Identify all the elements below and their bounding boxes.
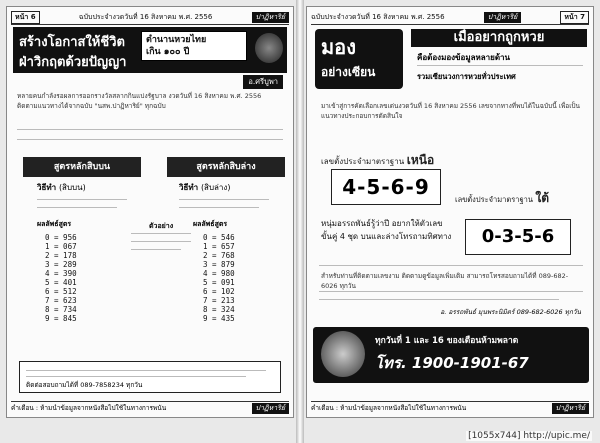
divider [319,299,559,300]
body-note: สำหรับท่านที่ติดตามเลขงาม ติดตามดูข้อมูลเพิ่มเติม สามารถโทรสอบถามได้ที่ 089-682-6026 ทุกวัน [321,272,569,290]
formula-top-header [23,157,141,177]
badge-line-1: ตำนานหวยไทย [146,35,207,45]
intro-text: หลายคนกำลังรอผลการออกรางวัลสลากกินแบ่งรัฐบาล งวดวันที่ 16 สิงหาคม พ.ศ. 2556 ติดตามแนวทางได้จากฉบับ "นสพ.ปาฏิหาริย์" ทุกฉบับ [17,92,262,110]
author-tag: อ.ศรีบูพา [243,75,283,89]
contact-note: ติดต่อสอบถามได้ที่ 089-7858234 ทุกวัน [26,381,143,389]
brand-tag: ปาฏิหาริย์ [252,12,289,23]
divider [417,65,583,66]
ad-band [313,327,589,383]
left-header [11,10,289,25]
contact-box [19,361,281,393]
divider [37,199,127,200]
pair-row: 9 = 435 [203,314,235,323]
intro-text: มาเข้าสู่การคัดเลือกเลขเด่นงวดวันที่ 16 สิงหาคม 2556 เลขจากทางที่พบได้ในฉบับนี้ เพื่อเป็นแนวทางประกอบการตัดสินใจ [321,102,580,120]
result-label-bottom: ผลลัพธ์สูตร [193,220,228,228]
result-label-top: ผลลัพธ์สูตร [37,220,72,228]
pair-row: 3 = 879 [203,260,235,269]
method-label: วิธีทำ [179,183,199,192]
divider [26,370,266,371]
pair-row: 8 = 324 [203,305,235,314]
formula-top-title: สูตรหลักสิบบน [53,162,111,172]
divider [131,249,181,250]
numbers-top-box [331,169,441,205]
label-top-accent: เหนือ [406,153,435,167]
column-logo [315,29,403,89]
label-mid-accent: ใต้ [535,191,550,205]
divider [37,207,117,208]
issue-line: ฉบับประจำงวดวันที่ 16 สิงหาคม พ.ศ. 2556 [78,12,213,21]
footer-warning: คำเตือน : ห้ามนำข้อมูลจากหนังสือไปใช้ในทางการพนัน [11,404,167,412]
divider [17,129,283,130]
pair-row: 4 = 390 [45,269,77,278]
headline: เมื่ออยากถูกหวย [411,29,587,47]
method-top [37,181,86,194]
pair-row: 5 = 401 [45,278,77,287]
badge-line-2: เกิน ๑๐๐ ปี [146,47,190,57]
pair-row: 0 = 956 [45,233,77,242]
author-name: อ. อรรถพันธ์ มุนพระนิมิตร์ [440,308,515,316]
pair-row: 1 = 657 [203,242,235,251]
divider [319,265,583,266]
label-mid-text: เลขตั้งประจำมาตราฐาน [455,195,533,204]
ad-line: ทุกวันที่ 1 และ 16 ของเดือนห้ามพลาด [375,336,519,346]
pair-row: 7 = 623 [45,296,77,305]
temple-emblem-icon [255,33,283,63]
footer-brand: ปาฏิหาริย์ [552,403,589,414]
formula-bottom-title: สูตรหลักสิบล่าง [196,162,256,172]
label-top [321,151,434,170]
subhead-1: คือต้องมองข้อมูลหลายด้าน [417,53,511,62]
brand-tag: ปาฏิหาริย์ [484,12,521,23]
divider [179,199,269,200]
page-number: หน้า 6 [11,11,40,24]
ad-phone: โทร. 1900-1901-67 [375,354,529,372]
pair-row: 2 = 178 [45,251,77,260]
numbers-top: 4-5-6-9 [342,175,430,199]
divider [26,376,246,377]
numbers-bottom: 0-3-5-6 [481,226,555,247]
divider [17,139,283,140]
pairs-left-list [45,233,115,323]
title-band [13,27,287,73]
pair-row: 2 = 768 [203,251,235,260]
logo-line-1: มอง [321,35,356,59]
issue-line: ฉบับประจำงวดวันที่ 16 สิงหาคม พ.ศ. 2556 [311,12,445,21]
book-spine [296,0,304,443]
logo-line-2: อย่างเซียน [321,65,376,79]
left-footer [11,401,289,414]
divider [319,291,583,292]
pair-row: 8 = 734 [45,305,77,314]
right-header [311,10,589,25]
method-bottom-sub: (สิบล่าง) [200,183,231,192]
pairs-right-list [203,233,273,323]
image-watermark: [1055x744] http://upic.me/ [468,431,590,441]
pair-row: 7 = 213 [203,296,235,305]
method-top-sub: (สิบบน) [58,183,86,192]
side-text: หนุ่มอรรถพันธ์รู้ว่าปี อยากให้ตัวเลขขั้นคู่ 4 ชุด บนและล่างโทรถามทิศทาง [321,219,452,241]
numbers-bottom-box [465,219,571,255]
pair-row: 4 = 980 [203,269,235,278]
method-label: วิธีทำ [37,183,57,192]
author-phone: 089-682-6026 ทุกวัน [516,308,581,316]
footer-brand: ปาฏิหาริย์ [252,403,289,414]
right-footer [311,401,589,414]
pair-row: 1 = 067 [45,242,77,251]
pair-row: 3 = 289 [45,260,77,269]
author-line [440,307,581,317]
pair-row: 0 = 546 [203,233,235,242]
label-mid [455,189,549,208]
right-page [306,6,594,418]
history-badge [141,31,247,61]
left-page [6,6,294,418]
pair-row: 6 = 102 [203,287,235,296]
footer-warning: คำเตือน : ห้ามนำข้อมูลจากหนังสือไปใช้ในทางการพนัน [311,404,467,412]
subhead-2: รวมเซียนวงการหวยทั่วประเทศ [417,72,516,81]
pair-row: 5 = 091 [203,278,235,287]
title-line-2: ฝ่าวิกฤตด้วยปัญญา [19,55,127,70]
divider [179,207,259,208]
method-bottom [179,181,230,194]
divider [131,241,191,242]
page-number: หน้า 7 [560,11,589,24]
example-label: ตัวอย่าง [149,222,174,230]
divider [131,233,191,234]
title-line-1: สร้างโอกาสให้ชีวิต [19,35,125,50]
avatar [321,331,365,377]
formula-bottom-header [167,157,285,177]
pair-row: 6 = 512 [45,287,77,296]
label-top-text: เลขตั้งประจำมาตราฐาน [321,157,405,166]
pair-row: 9 = 845 [45,314,77,323]
